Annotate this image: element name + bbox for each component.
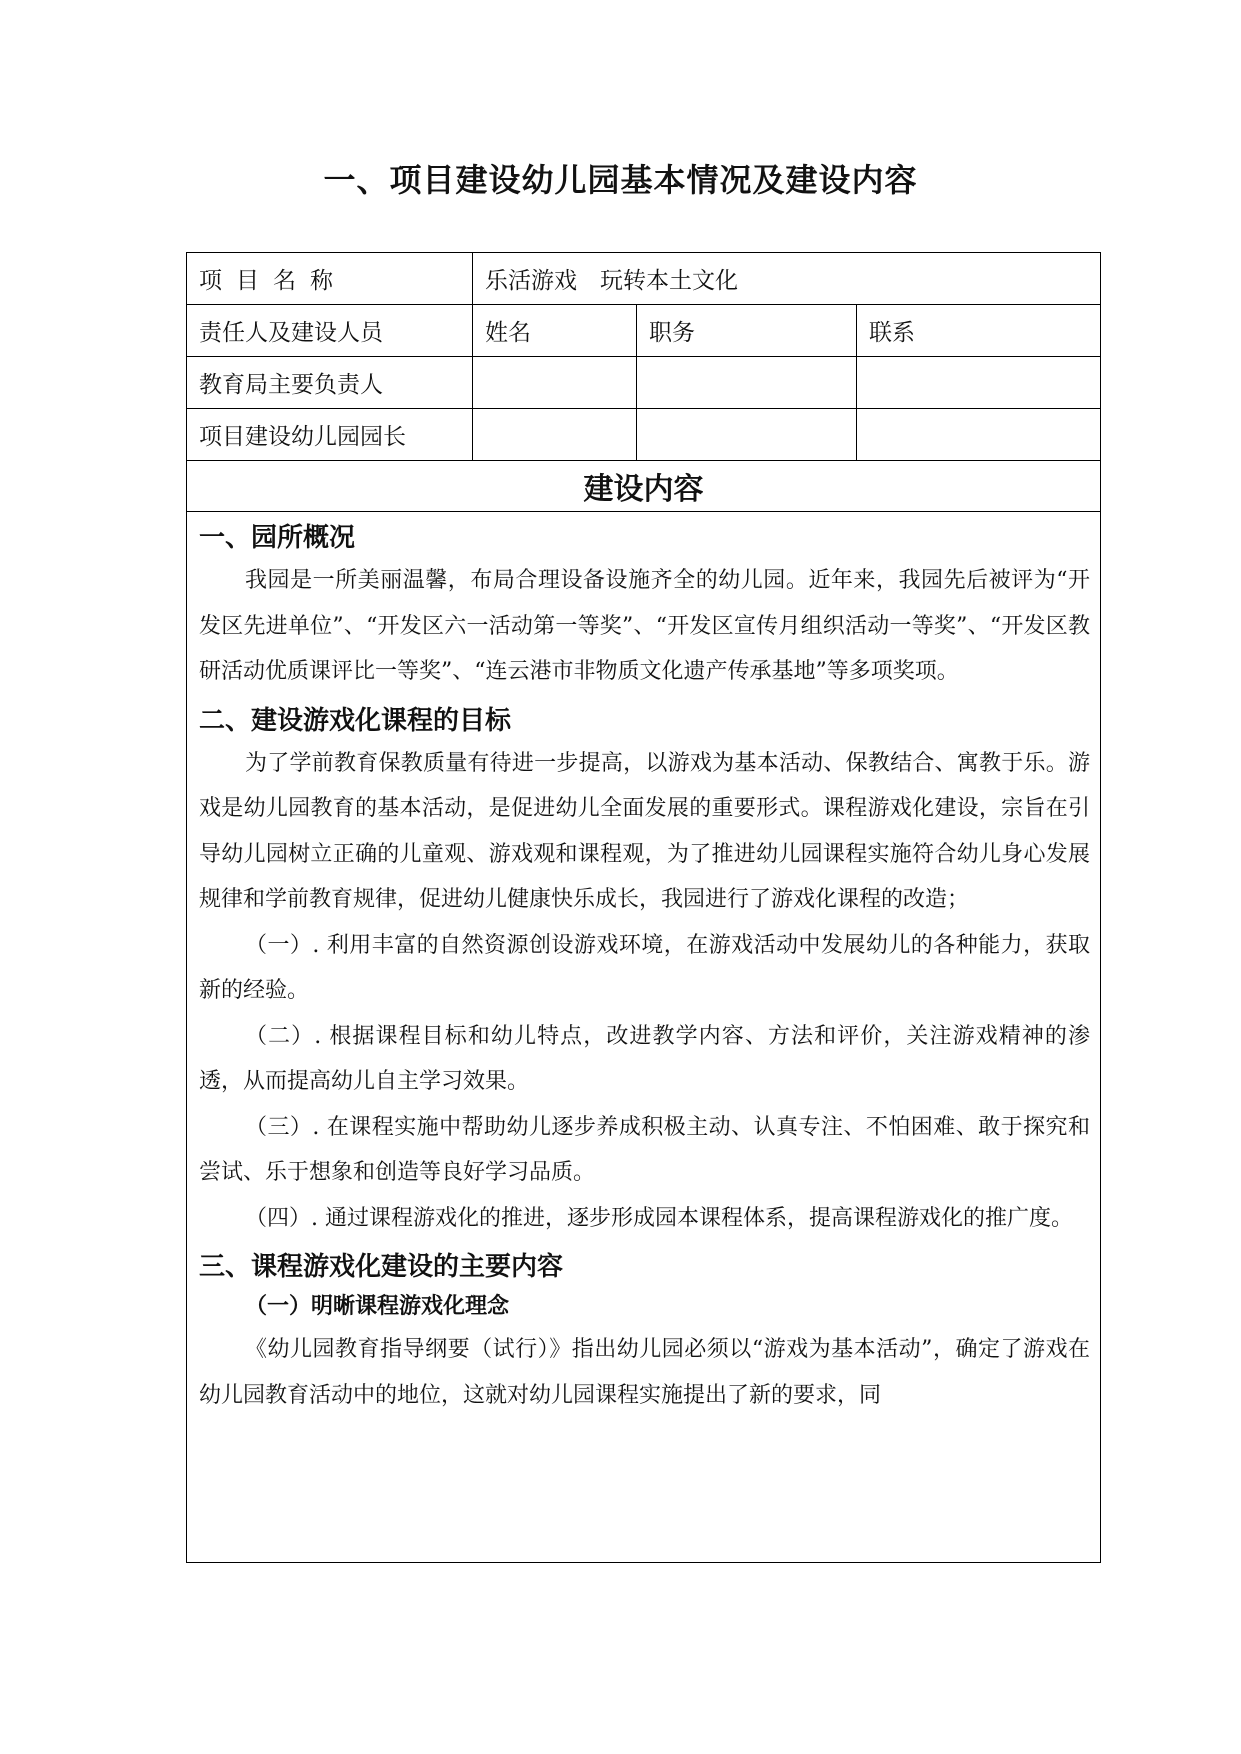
personnel-label: 责任人及建设人员	[187, 305, 473, 357]
paragraph-goal-3: （三）. 在课程实施中帮助幼儿逐步养成积极主动、认真专注、不怕困难、敢于探究和尝试、乐于想象和创造等良好学习品质。	[199, 1114, 1091, 1185]
project-name-value: 乐活游戏 玩转本土文化	[473, 253, 1101, 305]
paragraph-overview: 我园是一所美丽温馨，布局合理设备设施齐全的幼儿园。近年来，我园先后被评为“开发区先进单位”、“开发区六一活动第一等奖”、“开发区宣传月组织活动一等奖”、“开发区教研活动优质课评比一等奖”、“连云港市非物质文化遗产传承基地”等多项奖项。	[199, 568, 1091, 684]
bureau-position-cell[interactable]	[637, 357, 857, 409]
personnel-header-row	[187, 305, 1101, 357]
project-name-row	[187, 253, 1101, 305]
column-header-name: 姓名	[473, 305, 637, 357]
bureau-name-cell[interactable]	[473, 357, 637, 409]
principal-name-cell[interactable]	[473, 409, 637, 461]
project-info-table	[186, 252, 1101, 1563]
section-heading: 建设内容	[187, 461, 1101, 512]
principal-position-cell[interactable]	[637, 409, 857, 461]
subheading-concept: （一）明晰课程游戏化理念	[245, 1294, 510, 1319]
content-cell	[187, 512, 1101, 1563]
paragraph-concept: 《幼儿园教育指导纲要（试行）》指出幼儿园必须以“游戏为基本活动”，确定了游戏在幼儿园教育活动中的地位，这就对幼儿园课程实施提出了新的要求，同	[199, 1337, 1091, 1408]
column-header-contact: 联系	[857, 305, 1101, 357]
paragraph-goal-4: （四）. 通过课程游戏化的推进，逐步形成园本课程体系，提高课程游戏化的推广度。	[245, 1205, 1073, 1231]
page-title: 一、项目建设幼儿园基本情况及建设内容	[323, 161, 918, 199]
project-name-label: 项目名称	[187, 253, 473, 305]
heading-main-content: 三、课程游戏化建设的主要内容	[199, 1252, 564, 1282]
heading-overview: 一、园所概况	[199, 523, 356, 553]
bureau-label: 教育局主要负责人	[187, 357, 473, 409]
column-header-position: 职务	[637, 305, 857, 357]
paragraph-goal-2: （二）. 根据课程目标和幼儿特点，改进教学内容、方法和评价，关注游戏精神的渗透，从而提高幼儿自主学习效果。	[199, 1023, 1091, 1094]
bureau-contact-cell[interactable]	[857, 357, 1101, 409]
principal-contact-cell[interactable]	[857, 409, 1101, 461]
paragraph-goal-1: （一）. 利用丰富的自然资源创设游戏环境，在游戏活动中发展幼儿的各种能力，获取新的经验。	[199, 932, 1091, 1003]
content-row	[187, 512, 1101, 1563]
principal-row	[187, 409, 1101, 461]
section-heading-row	[187, 461, 1101, 512]
heading-goals: 二、建设游戏化课程的目标	[199, 705, 512, 736]
content-body	[199, 512, 1090, 1562]
paragraph-goals: 为了学前教育保教质量有待进一步提高，以游戏为基本活动、保教结合、寓教于乐。游戏是幼儿园教育的基本活动，是促进幼儿全面发展的重要形式。课程游戏化建设，宗旨在引导幼儿园树立正确的儿童观、游戏观和课程观，为了推进幼儿园课程实施符合幼儿身心发展规律和学前教育规律，促进幼儿健康快乐成长，我园进行了游戏化课程的改造；	[199, 750, 1091, 912]
bureau-row	[187, 357, 1101, 409]
principal-label: 项目建设幼儿园园长	[187, 409, 473, 461]
